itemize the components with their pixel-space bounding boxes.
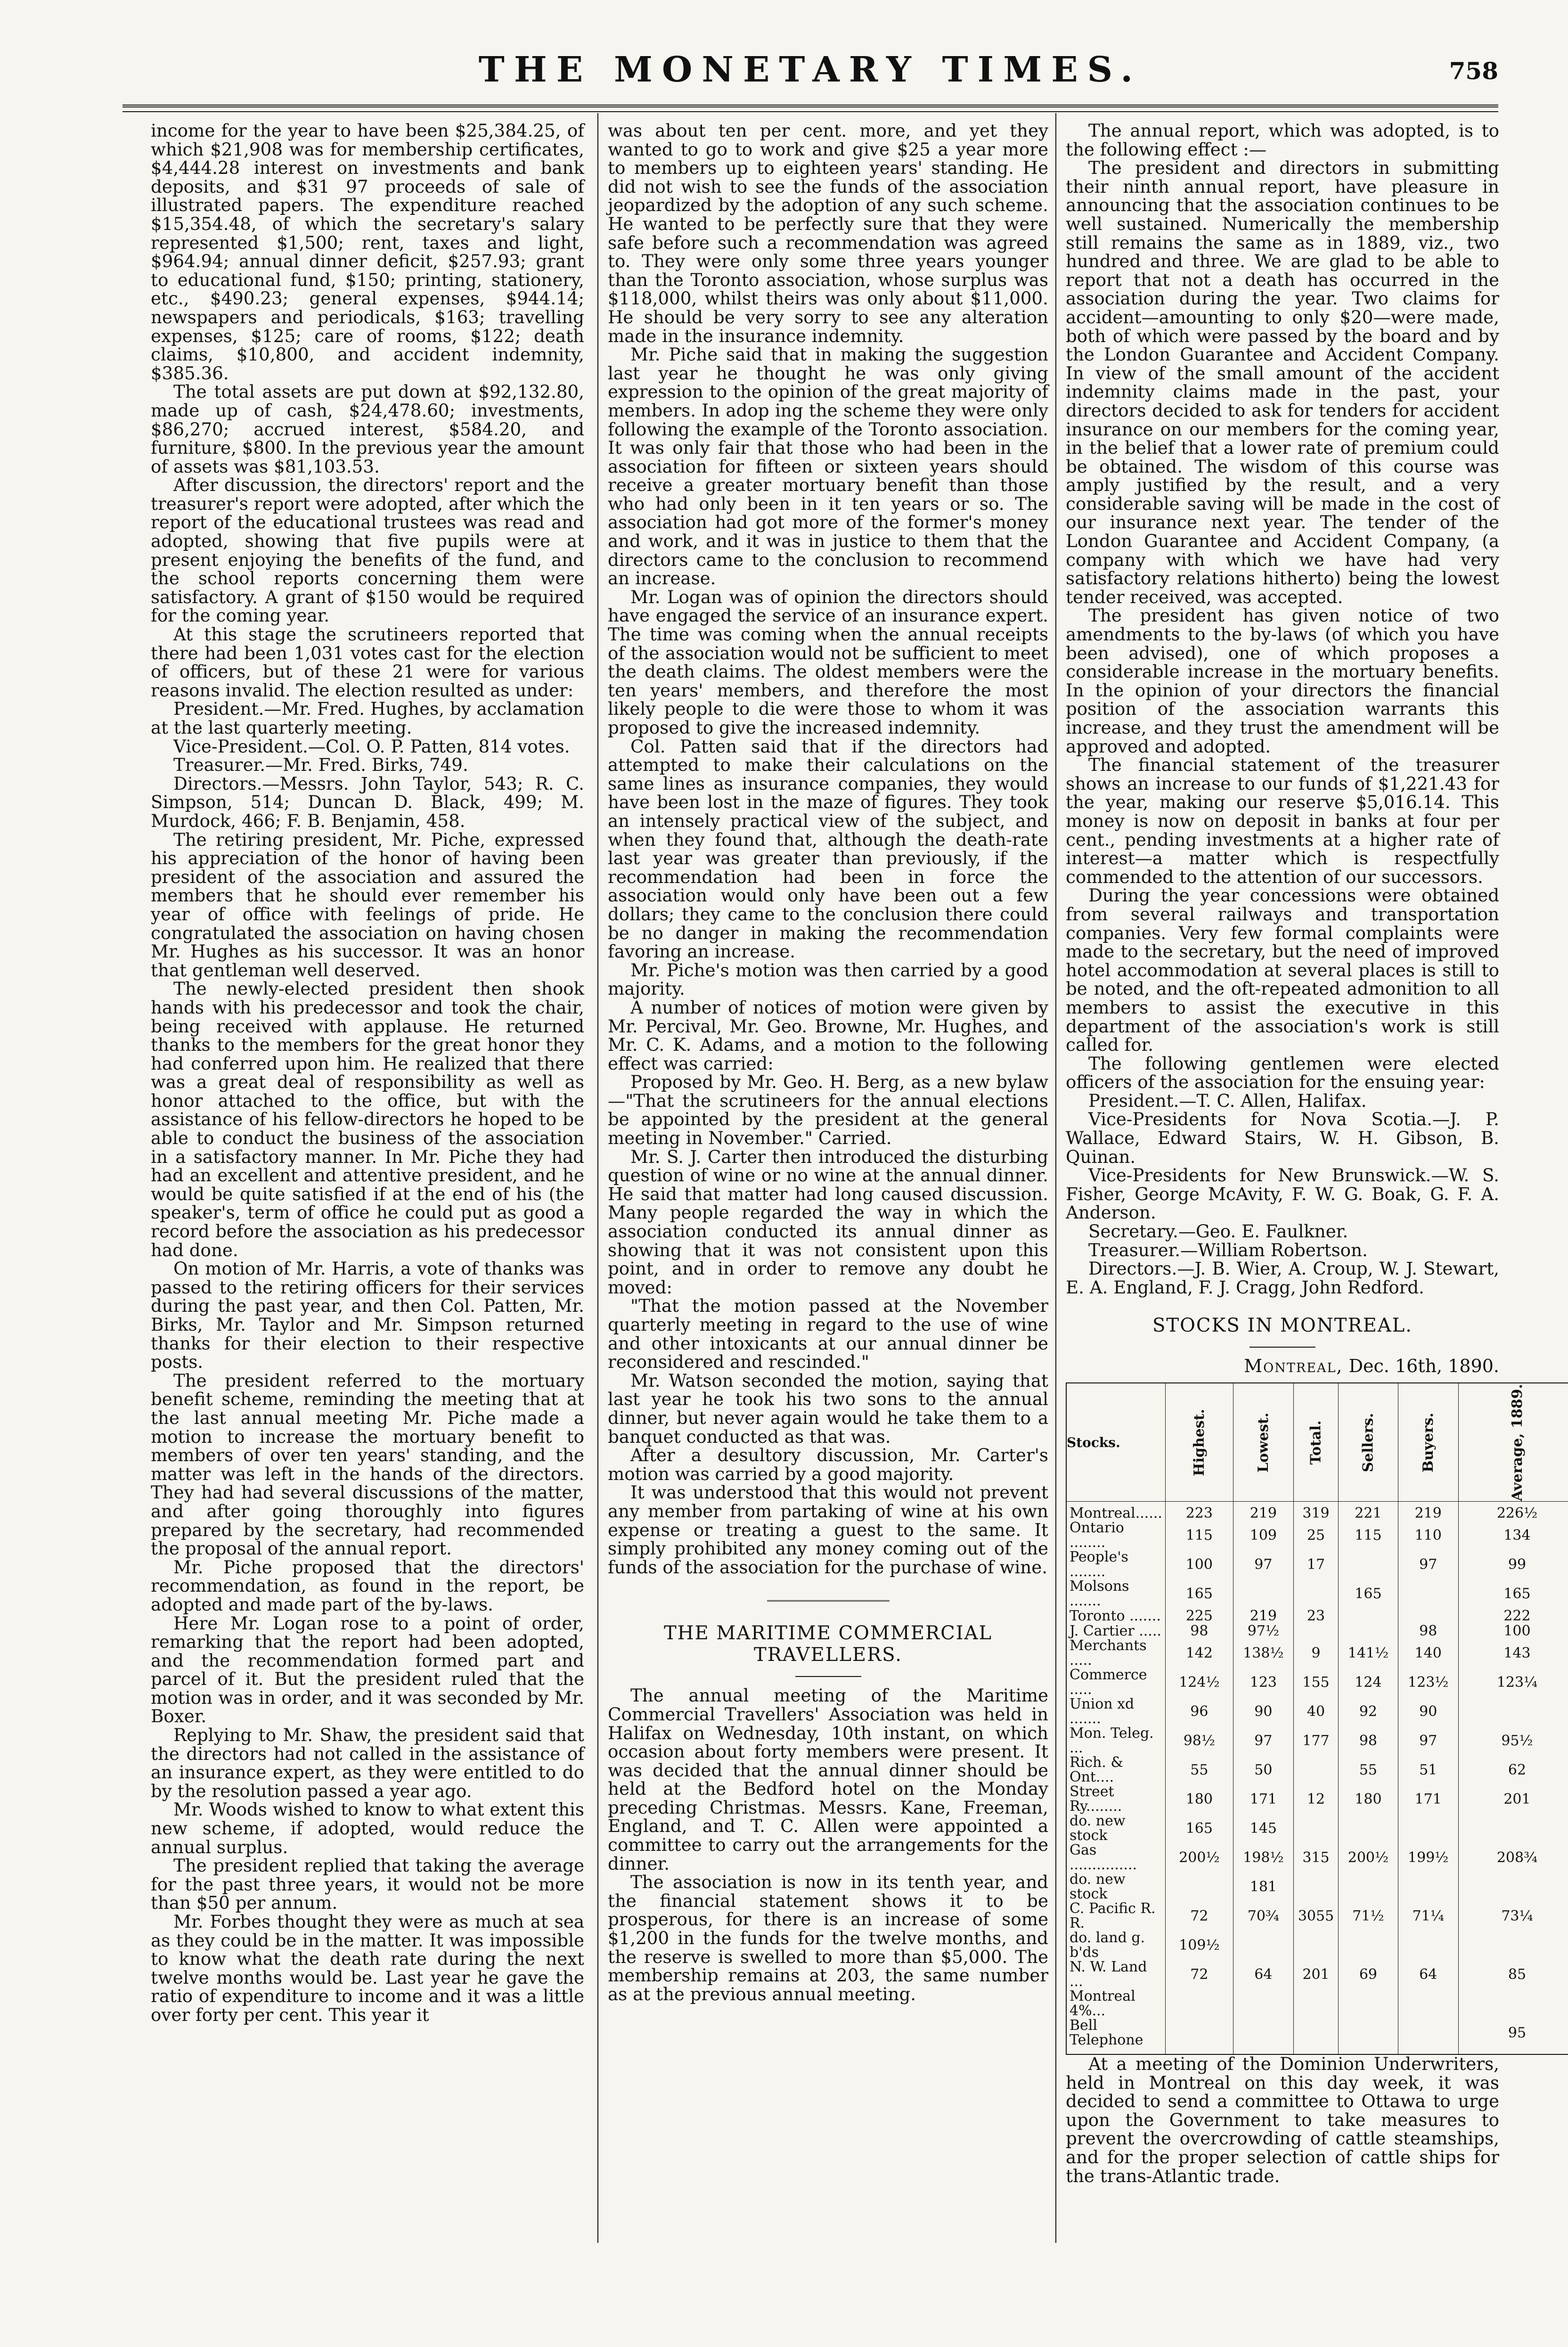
paragraph: The total assets are put down at $92,132.80, made up of cash, $24,478.60; investments, $86,270; accrued interest, $584.20, and furniture, $800. In the previous year the amount of assets was $81,103.53.: [151, 381, 584, 477]
stock-name: do. land g. b'ds: [1066, 1930, 1165, 1960]
stock-value: 123¼: [1458, 1668, 1568, 1697]
stock-name: Commerce .....: [1066, 1668, 1165, 1697]
stock-value: 90: [1233, 1697, 1293, 1726]
stock-value: 12: [1293, 1784, 1338, 1814]
stock-value: 141½: [1339, 1638, 1398, 1668]
table-row: [1066, 1608, 1568, 1623]
table-row: [1066, 1521, 1568, 1550]
header-rule: [122, 105, 1498, 112]
stock-value: 72: [1165, 1901, 1233, 1930]
stock-value: 200½: [1339, 1843, 1398, 1872]
stock-value: [1339, 1989, 1398, 2018]
paragraph: After a desultory discussion, Mr. Carter's motion was carried by a good majority.: [608, 1445, 1048, 1484]
stock-value: [1458, 1872, 1568, 1901]
column-header: [1458, 1383, 1568, 1502]
stock-value: [1339, 1814, 1398, 1843]
paragraph: During the year concessions were obtained from several railways and transportation companies. Very few formal complaints were made to the secretary, but the need of improved hotel accommodation at several places is still to be noted, and the oft-repeated admonition to all members to assist the executive in this department of the association's work is still called for.: [1066, 885, 1499, 1055]
paragraph: At a meeting of the Dominion Underwriters, held in Montreal on this day week, it was decided to send a committee to Ottawa to urge upon the Government to take measures to prevent the overcrowding of cattle steamships, and for the proper selection of cattle ships for the trans-Atlantic trade.: [1066, 2053, 1499, 2186]
stock-value: 181: [1233, 1872, 1293, 1901]
stock-name: Street Ry........: [1066, 1784, 1165, 1814]
stock-value: [1458, 1814, 1568, 1843]
paragraph: After discussion, the directors' report and the treasurer's report were adopted, after which the report of the educational trustees was read and adopted, showing that five pupils were at present enjoying the benefits of the fund, and the school reports concerning them were satisfactory. A grant of $150 would be required for the coming year.: [151, 474, 584, 626]
stock-value: 25: [1293, 1521, 1338, 1550]
paragraph: Vice-Presidents for Nova Scotia.—J. P. Wallace, Edward Stairs, W. H. Gibson, B. Quinan.: [1066, 1109, 1499, 1167]
table-row: [1066, 1960, 1568, 1989]
stock-value: 180: [1339, 1784, 1398, 1814]
stock-value: 70¾: [1233, 1901, 1293, 1930]
stock-value: 319: [1293, 1502, 1338, 1521]
stock-name: People's ........: [1066, 1550, 1165, 1579]
stock-value: 221: [1339, 1502, 1398, 1521]
paragraph: President.—T. C. Allen, Halifax.: [1088, 1090, 1367, 1111]
column-header-label: Lowest.: [1255, 1412, 1272, 1472]
stocks-heading: STOCKS IN MONTREAL.: [1152, 1315, 1413, 1337]
stock-value: [1293, 1755, 1338, 1784]
stock-value: 177: [1293, 1726, 1338, 1755]
stock-name: Ontario ........: [1066, 1521, 1165, 1550]
paragraph: At this stage the scrutineers reported that there had been 1,031 votes cast for the election of officers, but of these 21 were for various reasons invalid. The election resulted as under:: [151, 624, 584, 701]
stock-value: [1339, 1550, 1398, 1579]
stock-value: 69: [1339, 1960, 1398, 1989]
table-row: [1066, 1872, 1568, 1901]
stock-value: 50: [1233, 1755, 1293, 1784]
heading-rule: [1250, 1347, 1315, 1348]
table-row: [1066, 1638, 1568, 1668]
stock-name: C. Pacific R. R.: [1066, 1901, 1165, 1930]
paragraph: Vice-President.—Col. O. P. Patten, 814 votes.: [173, 736, 570, 757]
stock-value: 51: [1398, 1755, 1458, 1784]
stock-value: 200½: [1165, 1843, 1233, 1872]
stock-name: N. W. Land ...: [1066, 1960, 1165, 1989]
column-header-label: Average, 1889.: [1509, 1383, 1526, 1501]
table-row: [1066, 1623, 1568, 1638]
paragraph: Treasurer.—William Robertson.: [1088, 1239, 1368, 1260]
table-row: [1066, 1502, 1568, 1521]
stock-value: 55: [1165, 1755, 1233, 1784]
stock-value: 95½: [1458, 1726, 1568, 1755]
stock-value: 225: [1165, 1608, 1233, 1623]
stock-value: 97: [1233, 1550, 1293, 1579]
stock-value: 71¼: [1398, 1901, 1458, 1930]
stock-value: 123: [1233, 1668, 1293, 1697]
stock-value: [1398, 1989, 1458, 2018]
column-header-label: Stocks.: [1067, 1434, 1120, 1450]
paragraph: The president replied that taking the average for the past three years, it would not be more than $50 per annum.: [151, 1855, 584, 1914]
stock-value: [1233, 2018, 1293, 2054]
paragraph: Mr. Piche proposed that the directors' recommendation, as found in the report, be adopted and made part of the by-laws.: [151, 1556, 584, 1615]
stock-name: do. new stock: [1066, 1872, 1165, 1901]
stock-value: 165: [1339, 1579, 1398, 1608]
stock-value: 98: [1398, 1623, 1458, 1638]
stock-value: 134: [1458, 1521, 1568, 1550]
paragraph: The annual report, which was adopted, is to the following effect :—: [1066, 120, 1499, 160]
stock-value: 110: [1398, 1521, 1458, 1550]
stock-name: do. new stock: [1066, 1814, 1165, 1843]
paragraph: Mr. Logan was of opinion the directors should have engaged the service of an insurance expert. The time was coming when the annual receipts of the association would not be sufficient to meet the death claims. The oldest members were the ten years' members, and therefore the most likely people to die were those to whom it was proposed to give the increased indemnity.: [608, 586, 1048, 738]
stock-value: 143: [1458, 1638, 1568, 1668]
column-header-label: Total.: [1307, 1420, 1324, 1465]
column-header: [1293, 1383, 1338, 1502]
stock-name: Montreal......: [1066, 1502, 1165, 1521]
table-row: [1066, 1726, 1568, 1755]
paragraph: The following gentlemen were elected officers of the association for the ensuing year:: [1066, 1053, 1499, 1093]
stock-name: Toronto .......: [1066, 1608, 1165, 1623]
stocks-table-body: [1066, 1502, 1568, 2055]
heading-rule: [795, 1676, 861, 1677]
section-rule: [767, 1600, 890, 1603]
table-row: [1066, 1814, 1568, 1843]
stock-value: 165: [1165, 1814, 1233, 1843]
stock-value: 98: [1339, 1726, 1398, 1755]
stock-value: 100: [1165, 1550, 1233, 1579]
stock-name: Union xd .......: [1066, 1697, 1165, 1726]
paragraph: Proposed by Mr. Geo. H. Berg, as a new bylaw—"That the scrutineers for the annual elections be appointed by the president at the general meeting in November." Carried.: [608, 1071, 1048, 1149]
stock-value: [1293, 1623, 1338, 1638]
stock-value: [1458, 1930, 1568, 1960]
paragraph: Treasurer.—Mr. Fred. Birks, 749.: [173, 754, 468, 776]
stock-value: 109: [1233, 1521, 1293, 1550]
stock-name: Merchants .....: [1066, 1638, 1165, 1668]
stock-value: [1398, 1814, 1458, 1843]
paragraph: The newly-elected president then shook hands with his predecessor and took the chair, being received with applause. He returned thanks to the members for the great honor they had conferred upon him. He realized that there was a great deal of responsibility as well as honor attached to the office, but with the assistance of his fellow-directors he hoped to be able to conduct the business of the association in a satisfactory manner. In Mr. Piche they had had an excellent and attentive president, and he would be quite satisfied if at the end of his (the speaker's, term of office he could put as good a record before the association as his predecessor had done.: [151, 978, 584, 1260]
page-header: [122, 45, 1498, 111]
stock-value: 71½: [1339, 1901, 1398, 1930]
stock-value: [1339, 1623, 1398, 1638]
stock-value: [1165, 1989, 1233, 2018]
paragraph: was about ten per cent. more, and yet they wanted to go to work and give $25 a year more to members up to eighteen years' standing. He did not wish to see the funds of the association jeopardized by the adoption of any such scheme. He wanted to be perfectly sure that they were safe before such a recommendation was agreed to. They were only some three years younger than the Toronto association, whose surplus was $118,000, whilst theirs was only about $11,000. He should be very sorry to see any alteration made in the insurance indemnity.: [608, 120, 1048, 346]
stock-value: 219: [1233, 1502, 1293, 1521]
stock-value: 97: [1233, 1726, 1293, 1755]
paragraph: Mr. Piche said that in making the suggestion last year he thought he was only giving expression to the opinion of the great majority of members. In adop ing the scheme they were only following the example of the Toronto association. It was only fair that those who had been in the association for fifteen or sixteen years should receive a greater mortuary benefit than those who had only been in it ten years or so. The association had got more of the former's money and work, and it was in justice to them that the directors came to the conclusion to recommend an increase.: [608, 344, 1048, 589]
stock-value: [1398, 2018, 1458, 2054]
stock-value: 96: [1165, 1697, 1233, 1726]
stock-value: 165: [1165, 1579, 1233, 1608]
stock-value: 124½: [1165, 1668, 1233, 1697]
stock-value: 171: [1398, 1784, 1458, 1814]
stock-value: 315: [1293, 1843, 1338, 1872]
paragraph: Mr. Piche's motion was then carried by a good majority.: [608, 959, 1048, 999]
stock-value: 165: [1458, 1579, 1568, 1608]
paragraph: Directors.—J. B. Wier, A. Croup, W. J. Stewart, E. A. England, F. J. Cragg, John Redford.: [1066, 1258, 1499, 1298]
stock-value: [1293, 1989, 1338, 2018]
stock-value: 73¼: [1458, 1901, 1568, 1930]
paragraph: Directors.—Messrs. John Taylor, 543; R. C. Simpson, 514; Duncan D. Black, 499; M. Murdock, 466; F. B. Benjamin, 458.: [151, 773, 584, 831]
paragraph: Col. Patten said that if the directors had attempted to make their calculations on the same lines as insurance companies, they would have been lost in the maze of figures. They took an intensely practical view of the subject, and when they found that, although the death-rate last year was greater than previously, if the recommendation had been in force the association would only have been out a few dollars; they came to the conclusion there could be no danger in making the recommendation favoring an increase.: [608, 736, 1048, 962]
paragraph: It was understood that this would not prevent any member from partaking of wine at his own expense or treating a guest to the same. It simply prohibited any money coming out of the funds of the association for the purchase of wine.: [608, 1482, 1048, 1578]
table-row: [1066, 1930, 1568, 1960]
stock-value: 109½: [1165, 1930, 1233, 1960]
stock-value: 138½: [1233, 1638, 1293, 1668]
dateline-date: Dec. 16th, 1890.: [1348, 1356, 1499, 1377]
stock-value: [1293, 1579, 1338, 1608]
column-header: [1398, 1383, 1458, 1502]
stock-value: 9: [1293, 1638, 1338, 1668]
page-number: 758: [1449, 57, 1498, 85]
column-header: [1066, 1383, 1165, 1502]
table-row: [1066, 1755, 1568, 1784]
stock-value: 123½: [1398, 1668, 1458, 1697]
column-header-label: Buyers.: [1420, 1412, 1437, 1472]
stock-value: 3055: [1293, 1901, 1338, 1930]
column-header: [1339, 1383, 1398, 1502]
stock-value: 115: [1339, 1521, 1398, 1550]
table-row: [1066, 1550, 1568, 1579]
stock-value: [1398, 1579, 1458, 1608]
table-row: [1066, 1784, 1568, 1814]
stocks-table: [1066, 1382, 1568, 2055]
masthead-title: THE MONETARY TIMES.: [478, 49, 1143, 90]
stock-value: 92: [1339, 1697, 1398, 1726]
stock-value: 85: [1458, 1960, 1568, 1989]
stock-value: 72: [1165, 1960, 1233, 1989]
column-3: [1066, 120, 1538, 2186]
stock-value: 223: [1165, 1502, 1233, 1521]
stock-value: 95: [1458, 2018, 1568, 2054]
paragraph: Mr. Watson seconded the motion, saying that last year he took his two sons to the annual dinner, but never again would he take them to a banquet conducted as that was.: [608, 1370, 1048, 1447]
stock-value: [1293, 1814, 1338, 1843]
stock-name: J. Cartier .....: [1066, 1623, 1165, 1638]
column-header: [1165, 1383, 1233, 1502]
paragraph: Mr. Woods wished to know to what extent this new scheme, if adopted, would reduce the annual surplus.: [151, 1799, 584, 1857]
stock-value: [1293, 1930, 1338, 1960]
paragraph: President.—Mr. Fred. Hughes, by acclamation at the last quarterly meeting.: [151, 698, 584, 738]
table-row: [1066, 1843, 1568, 1872]
paragraph: The president and directors in submitting their ninth annual report, have pleasure in announcing that the association continues to be well sustained. Numerically the membership still remains the same as in 1889, viz., two hundred and three. We are glad to be able to report that not a death has occurred in the association during the year. Two claims for accident—amounting to only $20—were made, both of which were passed by the board and by the London Guarantee and Accident Company. In view of the small amount of the accident indemnity claims made in the past, your directors decided to ask for tenders for accident insurance on our members for the coming year, in the belief that a lower rate of premium could be obtained. The wisdom of this course was amply justified by the result, and a very considerable saving will be made in the cost of our insurance next year. The tender of the London Guarantee and Accident Company, (a company with which we have had very satisfactory relations hitherto) being the lowest tender received, was accepted.: [1066, 157, 1499, 607]
quoted-motion: "That the motion passed at the November quarterly meeting in regard to the use of wine and other intoxicants at our annual dinner be reconsidered and rescinded.": [608, 1295, 1048, 1373]
stock-value: 171: [1233, 1784, 1293, 1814]
stock-value: 97: [1398, 1550, 1458, 1579]
paragraph: Secretary.—Geo. E. Faulkner.: [1088, 1221, 1348, 1242]
paragraph: The annual meeting of the Maritime Commercial Travellers' Association was held in Halifax on Wednesday, 10th instant, on which occasion about forty members were present. It was decided that the annual dinner should be held at the Bedford hotel on the Monday preceding Christmas. Messrs. Kane, Freeman, England, and T. C. Allen were appointed a committee to carry out the arrangements for the dinner.: [608, 1685, 1048, 1874]
table-row: [1066, 2018, 1568, 2054]
stock-value: [1339, 2018, 1398, 2054]
paragraph: Replying to Mr. Shaw, the president said that the directors had not called in the assistance of an insurance expert, as they were entitled to do by the resolution passed a year ago.: [151, 1725, 584, 1801]
stock-value: 180: [1165, 1784, 1233, 1814]
column-2: [608, 122, 1048, 2004]
stock-value: 124: [1339, 1668, 1398, 1697]
stock-name: Mon. Teleg. ...: [1066, 1726, 1165, 1755]
stock-value: 115: [1165, 1521, 1233, 1550]
paragraph: The financial statement of the treasurer shows an increase to our funds of $1,221.43 for the year, making our reserve $5,016.14. This money is now on deposit in banks at four per cent., pending investments at a higher rate of interest—a matter which is respectfully commended to the attention of our successors.: [1066, 754, 1499, 887]
section-heading-line-1: THE MARITIME COMMERCIAL: [663, 1622, 993, 1644]
paragraph: Vice-Presidents for New Brunswick.—W. S. Fisher, George McAvity, F. W. G. Boak, G. F. A. Anderson.: [1066, 1165, 1499, 1223]
stock-value: 226½: [1458, 1502, 1568, 1521]
stock-value: [1339, 1930, 1398, 1960]
table-row: [1066, 1989, 1568, 2018]
paragraph: A number of notices of motion were given by Mr. Percival, Mr. Geo. Browne, Mr. Hughes, and Mr. C. K. Adams, and a motion to the following effect was carried:: [608, 997, 1048, 1074]
stock-value: [1293, 2018, 1338, 2054]
table-row: [1066, 1901, 1568, 1930]
paragraph: Mr. S. J. Carter then introduced the disturbing question of wine or no wine at the annual dinner. He said that matter had long caused discussion. Many people regarded the way in which the association conducted its annual dinner as showing that it was not consistent upon this point, and in order to remove any doubt he moved:: [608, 1146, 1048, 1298]
stock-value: [1398, 1930, 1458, 1960]
stock-value: [1233, 1579, 1293, 1608]
paragraph: The association is now in its tenth year, and the financial statement shows it to be prosperous, for there is an increase of some $1,200 in the funds for the twelve months, and the reserve is swelled to more than $5,000. The membership remains at 203, the same number as at the previous annual meeting.: [608, 1872, 1048, 2004]
paragraph: On motion of Mr. Harris, a vote of thanks was passed to the retiring officers for their services during the past year, and then Col. Patten, Mr. Birks, Mr. Taylor and Mr. Simpson returned thanks for their election to their respective posts.: [151, 1258, 584, 1373]
stock-value: [1339, 1608, 1398, 1623]
stocks-table-header: [1066, 1383, 1568, 1502]
stock-value: 199½: [1398, 1843, 1458, 1872]
column-header-label: Highest.: [1191, 1408, 1208, 1476]
stock-value: [1458, 1697, 1568, 1726]
stock-value: 198½: [1233, 1843, 1293, 1872]
stock-value: [1458, 1989, 1568, 2018]
stock-name: Molsons .......: [1066, 1579, 1165, 1608]
stock-value: 97: [1398, 1726, 1458, 1755]
stock-value: 99: [1458, 1550, 1568, 1579]
column-header: [1233, 1383, 1293, 1502]
stock-value: [1339, 1872, 1398, 1901]
stock-value: [1398, 1608, 1458, 1623]
stock-value: 201: [1293, 1960, 1338, 1989]
stock-value: 100: [1458, 1623, 1568, 1638]
stock-value: [1165, 1872, 1233, 1901]
stock-value: 140: [1398, 1638, 1458, 1668]
stock-value: [1293, 1872, 1338, 1901]
table-row: [1066, 1668, 1568, 1697]
stock-value: 64: [1233, 1960, 1293, 1989]
column-divider-1: [597, 113, 598, 2243]
table-row: [1066, 1579, 1568, 1608]
stock-value: 219: [1398, 1502, 1458, 1521]
stock-value: 23: [1293, 1608, 1338, 1623]
stock-value: 145: [1233, 1814, 1293, 1843]
stock-value: 64: [1398, 1960, 1458, 1989]
section-heading: [608, 1622, 1048, 1666]
dateline-city: Montreal,: [1244, 1356, 1343, 1377]
stock-value: 98: [1165, 1623, 1233, 1638]
stock-name: Rich. & Ont....: [1066, 1755, 1165, 1784]
paragraph: Here Mr. Logan rose to a point of order, remarking that the report had been adopted, and the recommendation formed part and parcel of it. But the president ruled that the motion was in order, and it was seconded by Mr. Boxer.: [151, 1612, 584, 1727]
stock-value: 55: [1339, 1755, 1398, 1784]
stock-value: 219: [1233, 1608, 1293, 1623]
stock-value: [1398, 1872, 1458, 1901]
stock-value: 17: [1293, 1550, 1338, 1579]
stock-value: 201: [1458, 1784, 1568, 1814]
column-divider-2: [1055, 113, 1056, 2243]
stock-value: [1165, 2018, 1233, 2054]
column-1: [151, 122, 584, 2025]
paragraph: The president referred to the mortuary benefit scheme, reminding the meeting that at the last annual meeting Mr. Piche made a motion to increase the mortuary benefit to members of over ten years' standing, and the matter was left in the hands of the directors. They had had several discussions of the matter, and after going thoroughly into figures prepared by the secretary, had recommended the proposal of the annual report.: [151, 1370, 584, 1559]
section-heading-line-2: TRAVELLERS.: [754, 1644, 902, 1666]
stock-value: 98½: [1165, 1726, 1233, 1755]
stock-name: Montreal 4%...: [1066, 1989, 1165, 2018]
stock-name: Bell Telephone: [1066, 2018, 1165, 2054]
table-row: [1066, 1697, 1568, 1726]
stock-value: 155: [1293, 1668, 1338, 1697]
column-header-label: Sellers.: [1360, 1413, 1377, 1472]
paragraph: Mr. Forbes thought they were as much at sea as they could be in the matter. It was impossible to know what the death rate during the next twelve months would be. Last year he gave the ratio of expenditure to income and it was a little over forty per cent. This year it: [151, 1911, 584, 2025]
stock-value: 142: [1165, 1638, 1233, 1668]
stock-value: 222: [1458, 1608, 1568, 1623]
dateline: [1066, 1357, 1499, 1376]
paragraph: The president has given notice of two amendments to the by-laws (of which you have been advised), one of which proposes a considerable increase in the mortuary benefits. In the opinion of your directors the financial position of the association warrants this increase, and they trust the amendment will be approved and adopted.: [1066, 605, 1499, 757]
stock-value: 62: [1458, 1755, 1568, 1784]
stock-name: Gas ...............: [1066, 1843, 1165, 1872]
stock-value: [1233, 1930, 1293, 1960]
stock-value: 90: [1398, 1697, 1458, 1726]
stock-value: 40: [1293, 1697, 1338, 1726]
stock-value: 208¾: [1458, 1843, 1568, 1872]
stock-value: [1233, 1989, 1293, 2018]
paragraph: income for the year to have been $25,384.25, of which $21,908 was for membership certificates, $4,444.28 interest on investments and bank deposits, and $31 97 proceeds of sale of illustrated papers. The expenditure reached $15,354.48, of which the secretary's salary represented $1,500; rent, taxes and light, $964.94; annual dinner deficit, $257.93; grant to educational fund, $150; printing, stationery, etc., $490.23; general expenses, $944.14; newspapers and periodicals, $163; travelling expenses, $125; care of rooms, $122; death claims, $10,800, and accident indemnity, $385.36.: [151, 120, 584, 384]
paragraph: The retiring president, Mr. Piche, expressed his appreciation of the honor of having been president of the association and assured the members that he should ever remember his year of office with feelings of pride. He congratulated the association on having chosen Mr. Hughes as his successor. It was an honor that gentleman well deserved.: [151, 829, 584, 981]
stock-value: 97½: [1233, 1623, 1293, 1638]
